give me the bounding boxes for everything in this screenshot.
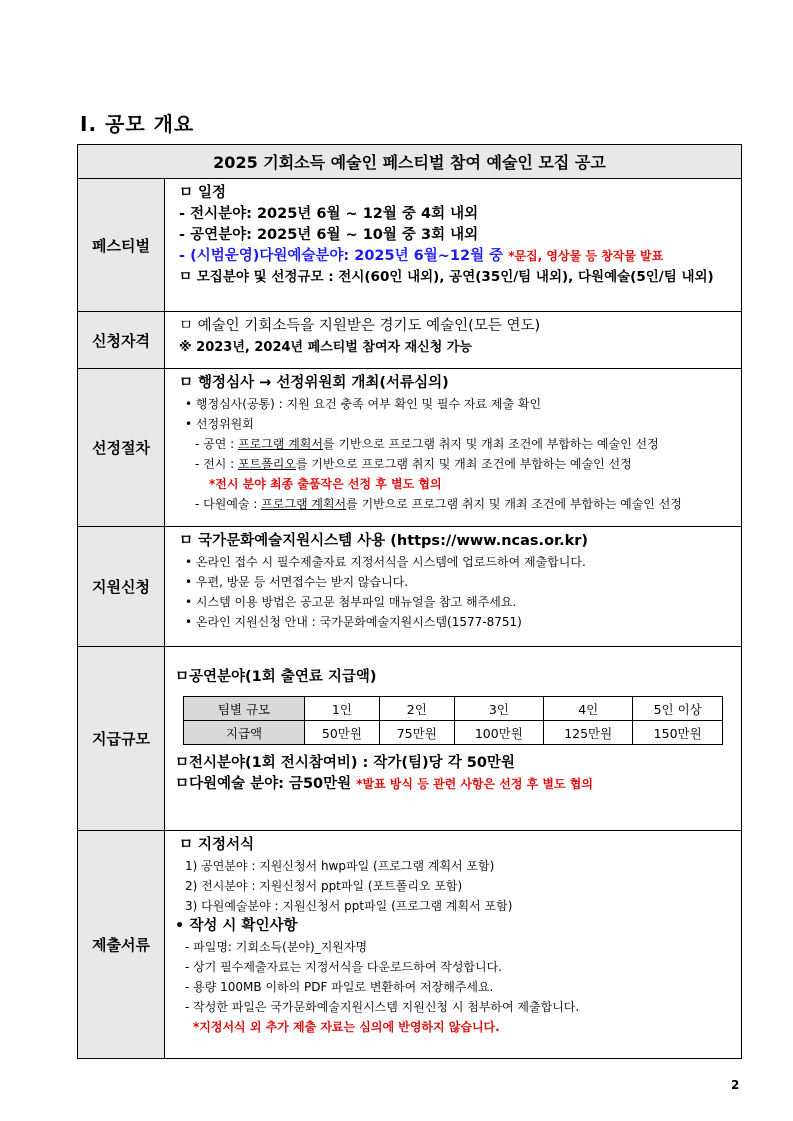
payment-table bbox=[183, 696, 723, 745]
checklist-attach: - 작성한 파일은 국가문화예술지원시스템 지원신청 시 첨부하여 제출합니다. bbox=[185, 1000, 580, 1014]
page-number: 2 bbox=[731, 1078, 740, 1092]
multidisciplinary-schedule: - (시범운영)다원예술분야: 2025년 6월~12월 중 *문집, 영상물 등 창작물 발표 bbox=[179, 248, 664, 264]
section-title: Ⅰ. 공모 개요 bbox=[80, 112, 195, 136]
table-cell: 3인 bbox=[454, 697, 543, 721]
form-exhibition: 2) 전시분야 : 지원신청서 ppt파일 (포트폴리오 포함) bbox=[185, 879, 463, 893]
table-cell: 팀별 규모 bbox=[184, 697, 305, 721]
table-cell: 4인 bbox=[544, 697, 633, 721]
multidisciplinary-pay: ㅁ다원예술 분야: 금50만원 *발표 방식 등 관련 사항은 선정 후 별도 협의 bbox=[175, 776, 593, 792]
row-label-payment: 지급규모 bbox=[78, 647, 165, 831]
table-cell: 50만원 bbox=[305, 721, 380, 745]
procedure-heading: ㅁ 행정심사 → 선정위원회 개최(서류심의) bbox=[179, 375, 449, 391]
exhibition-note: *전시 분야 최종 출품작은 선정 후 별도 협의 bbox=[209, 477, 442, 491]
row-label-documents: 제출서류 bbox=[78, 831, 165, 1059]
table-cell: 지급액 bbox=[184, 721, 305, 745]
checklist-size: - 용량 100MB 이하의 PDF 파일로 변환하여 저장해주세요. bbox=[185, 980, 494, 994]
table-cell: 150만원 bbox=[633, 721, 723, 745]
apply-line-manual: • 시스템 이용 방법은 공고문 첨부파일 매뉴얼을 참고 해주세요. bbox=[185, 595, 517, 609]
apply-content bbox=[165, 527, 742, 647]
eligibility-content bbox=[165, 312, 742, 369]
apply-heading: ㅁ 국가문화예술지원시스템 사용 (https://www.ncas.or.kr) bbox=[179, 533, 589, 549]
payment-content bbox=[165, 647, 742, 831]
multidisciplinary-criteria: - 다원예술 : 프로그램 계획서를 기반으로 프로그램 취지 및 개최 조건에 부합하는 예술인 선정 bbox=[195, 497, 682, 511]
festival-content bbox=[165, 179, 742, 312]
table-cell: 100만원 bbox=[454, 721, 543, 745]
checklist-filename: - 파일명: 기회소득(분야)_지원자명 bbox=[185, 940, 368, 954]
exhibition-criteria: - 전시 : 포트폴리오를 기반으로 프로그램 취지 및 개최 조건에 부합하는 예술인 선정 bbox=[195, 457, 632, 471]
table-cell: 125만원 bbox=[544, 721, 633, 745]
table-cell: 5인 이상 bbox=[633, 697, 723, 721]
table-cell: 2인 bbox=[379, 697, 454, 721]
forms-heading: ㅁ 지정서식 bbox=[179, 837, 255, 853]
form-performance: 1) 공연분야 : 지원신청서 hwp파일 (프로그램 계획서 포함) bbox=[185, 859, 495, 873]
checklist-heading: • 작성 시 확인사항 bbox=[175, 918, 298, 934]
row-label-eligibility: 신청자격 bbox=[78, 312, 165, 369]
row-label-festival: 페스티벌 bbox=[78, 179, 165, 312]
payment-table-row bbox=[184, 721, 723, 745]
form-multidisciplinary: 3) 다원예술분야 : 지원신청서 ppt파일 (프로그램 계획서 포함) bbox=[185, 899, 513, 913]
schedule-heading: ㅁ 일정 bbox=[179, 185, 227, 201]
eligibility-line: ㅁ 예술인 기회소득을 지원받은 경기도 예술인(모든 연도) bbox=[179, 318, 541, 334]
table-cell: 75만원 bbox=[379, 721, 454, 745]
row-label-apply: 지원신청 bbox=[78, 527, 165, 647]
committee: • 선정위원회 bbox=[185, 417, 254, 431]
announcement-table bbox=[77, 144, 742, 1059]
admin-review: • 행정심사(공통) : 지원 요건 충족 여부 확인 및 필수 자료 제출 확인 bbox=[185, 397, 542, 411]
checklist-template: - 상기 필수제출자료는 지정서식을 다운로드하여 작성합니다. bbox=[185, 960, 503, 974]
apply-line-contact: • 온라인 지원신청 안내 : 국가문화예술지원시스템(1577-8751) bbox=[185, 615, 522, 629]
performance-criteria: - 공연 : 프로그램 계획서를 기반으로 프로그램 취지 및 개최 조건에 부합하는 예술인 선정 bbox=[195, 437, 659, 451]
apply-line-no-mail: • 우편, 방문 등 서면접수는 받지 않습니다. bbox=[185, 575, 409, 589]
apply-line-upload: • 온라인 접수 시 필수제출자료 지정서식을 시스템에 업로드하여 제출합니다. bbox=[185, 555, 586, 569]
table-cell: 1인 bbox=[305, 697, 380, 721]
reapply-note: ※ 2023년, 2024년 페스티벌 참여자 재신청 가능 bbox=[179, 340, 472, 355]
performance-schedule: - 공연분야: 2025년 6월 ~ 10월 중 3회 내외 bbox=[179, 227, 479, 243]
exhibition-pay: ㅁ전시분야(1회 전시참여비) : 작가(팀)당 각 50만원 bbox=[175, 755, 515, 771]
table-title: 2025 기회소득 예술인 페스티벌 참여 예술인 모집 공고 bbox=[78, 145, 742, 179]
performance-pay-heading: ㅁ공연분야(1회 출연료 지급액) bbox=[175, 669, 377, 685]
exhibition-schedule: - 전시분야: 2025년 6월 ~ 12월 중 4회 내외 bbox=[179, 206, 479, 222]
documents-content bbox=[165, 831, 742, 1059]
procedure-content bbox=[165, 369, 742, 527]
payment-table-header bbox=[184, 697, 723, 721]
documents-note: *지정서식 외 추가 제출 자료는 심의에 반영하지 않습니다. bbox=[193, 1020, 500, 1034]
recruit-scale: ㅁ 모집분야 및 선정규모 : 전시(60인 내외), 공연(35인/팀 내외), 다원예술(5인/팀 내외) bbox=[179, 269, 714, 285]
row-label-procedure: 선정절차 bbox=[78, 369, 165, 527]
